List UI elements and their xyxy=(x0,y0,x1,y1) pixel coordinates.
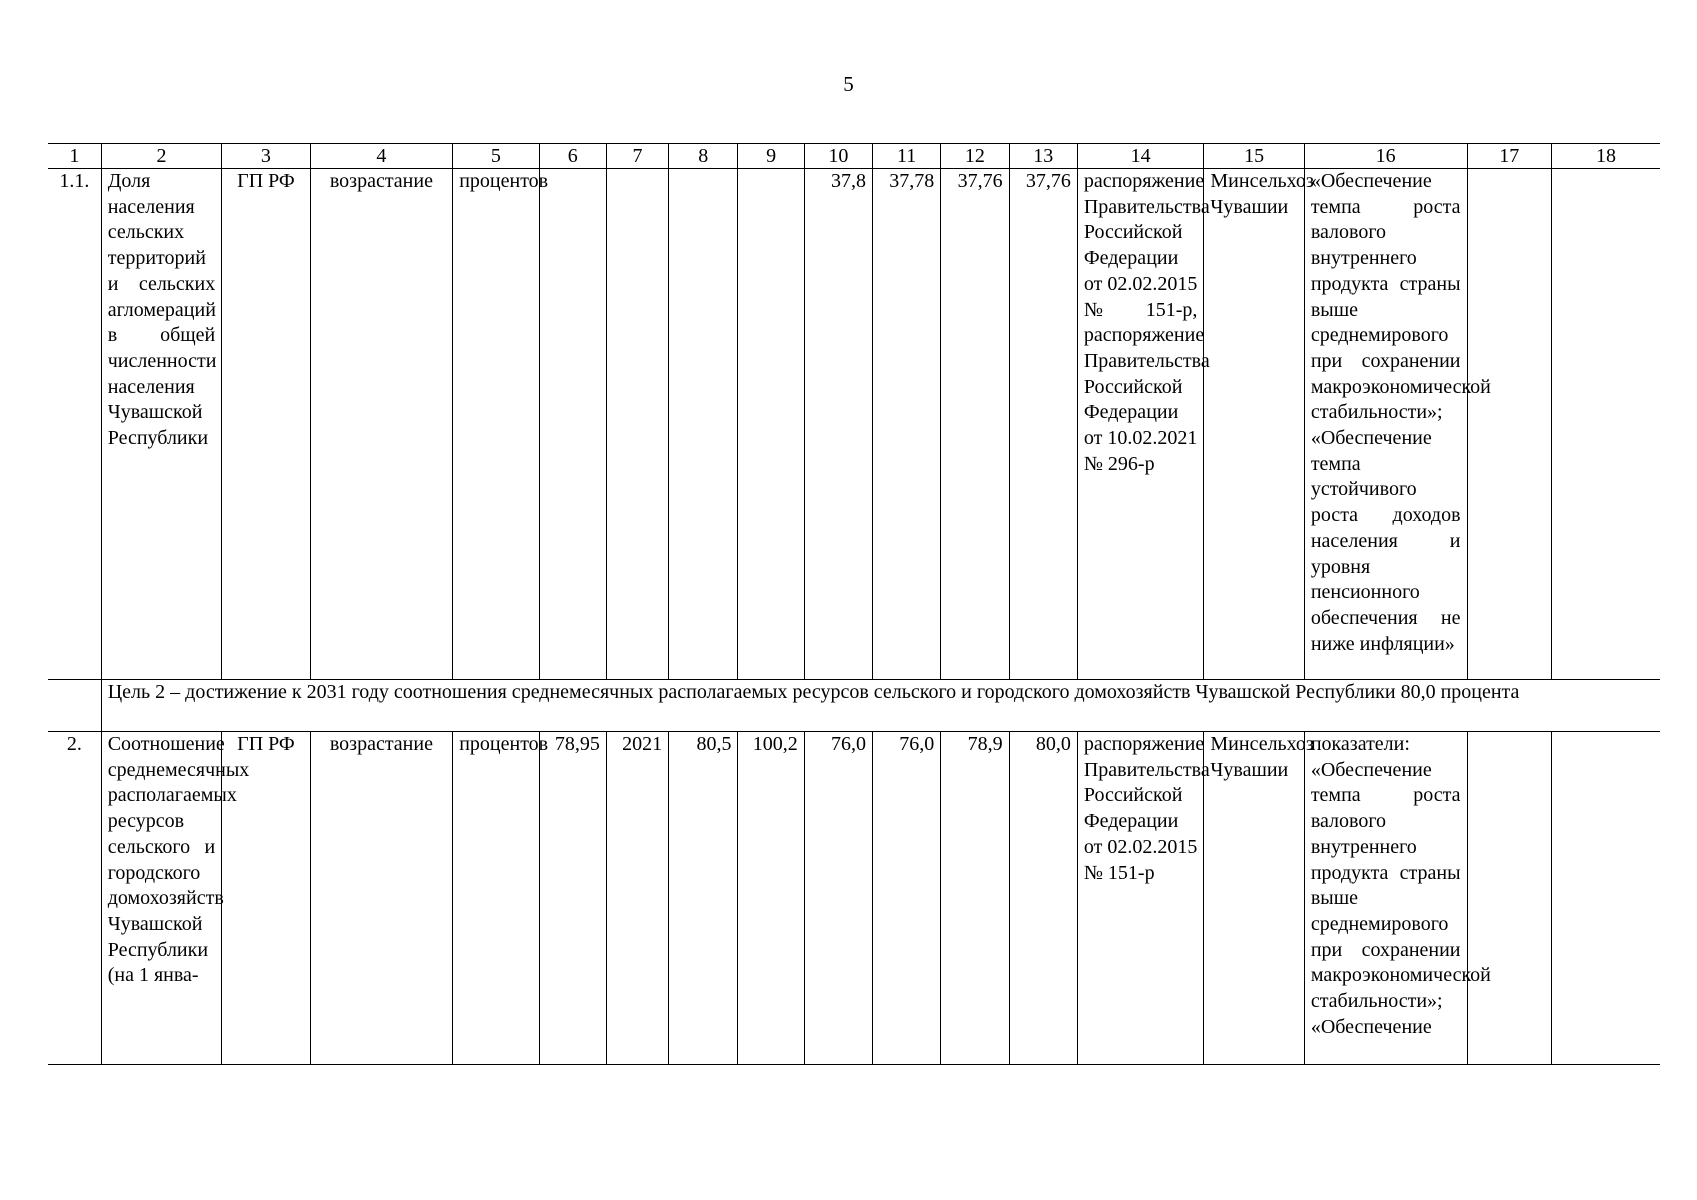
header-cell: 6 xyxy=(539,144,606,169)
base-year: 2021 xyxy=(606,732,668,1065)
page-number: 5 xyxy=(843,72,854,96)
table-row xyxy=(48,732,1660,1065)
header-cell: 11 xyxy=(873,144,941,169)
header-cell: 8 xyxy=(669,144,738,169)
base-year xyxy=(606,169,668,680)
document-reference: распоряжение Правительства Российской Федерации от 02.02.2015 № 151-р xyxy=(1077,732,1204,1065)
header-cell: 3 xyxy=(222,144,310,169)
value-col-9 xyxy=(738,169,804,680)
base-value xyxy=(539,169,606,680)
value-col-13: 37,76 xyxy=(1009,169,1077,680)
indicator-trend: возрастание xyxy=(310,732,453,1065)
value-col-11: 76,0 xyxy=(873,732,941,1065)
indicator-trend: возрастание xyxy=(310,169,453,680)
goal-row xyxy=(48,680,1660,732)
table-row xyxy=(48,169,1660,680)
document-reference: распоряжение Правительства Российской Федерации от 02.02.2015 № 151-р, распоряжение Правительства Российской Федерации от 10.02.2021 № 296-р xyxy=(1077,169,1204,680)
value-col-9: 100,2 xyxy=(738,732,804,1065)
header-cell: 18 xyxy=(1551,144,1660,169)
value-col-10: 37,8 xyxy=(804,169,872,680)
header-cell: 9 xyxy=(738,144,804,169)
value-col-11: 37,78 xyxy=(873,169,941,680)
linked-indicators: «Обеспечение темпа роста валового внутреннего продукта страны выше среднемирового при сохранении макроэкономической стабильности»; «Обеспечение темпа устойчивого роста доходов населения и уровня пенсионного обеспечения не ниже инфляции» xyxy=(1304,169,1467,680)
header-cell: 15 xyxy=(1204,144,1304,169)
header-cell: 13 xyxy=(1009,144,1077,169)
header-cell: 2 xyxy=(101,144,222,169)
indicator-level: ГП РФ xyxy=(222,169,310,680)
header-cell: 17 xyxy=(1467,144,1551,169)
value-col-10: 76,0 xyxy=(804,732,872,1065)
header-cell: 7 xyxy=(606,144,668,169)
value-col-12: 37,76 xyxy=(941,169,1009,680)
indicator-name: Доля населения сельских территорий и сельских агломераций в общей численности населения Чувашской Республики xyxy=(101,169,222,680)
header-cell: 5 xyxy=(453,144,539,169)
header-cell: 12 xyxy=(941,144,1009,169)
goal-empty-cell xyxy=(48,680,101,732)
header-cell: 14 xyxy=(1077,144,1204,169)
header-row xyxy=(48,144,1660,169)
indicator-unit: процентов xyxy=(453,732,539,1065)
base-value: 78,95 xyxy=(539,732,606,1065)
value-col-17 xyxy=(1467,732,1551,1065)
value-col-8: 80,5 xyxy=(669,732,738,1065)
header-cell: 4 xyxy=(310,144,453,169)
indicator-level: ГП РФ xyxy=(222,732,310,1065)
value-col-13: 80,0 xyxy=(1009,732,1077,1065)
value-col-8 xyxy=(669,169,738,680)
indicators-table xyxy=(48,143,1660,1065)
row-number: 1.1. xyxy=(48,169,101,680)
value-col-12: 78,9 xyxy=(941,732,1009,1065)
value-col-18 xyxy=(1551,169,1660,680)
responsible-body: Минсельхоз Чувашии xyxy=(1204,169,1304,680)
value-col-18 xyxy=(1551,732,1660,1065)
value-col-17 xyxy=(1467,169,1551,680)
goal-text: Цель 2 – достижение к 2031 году соотношения среднемесячных располагаемых ресурсов сельского и городского домохозяйств Чувашской Республики 80,0 процента xyxy=(101,680,1660,732)
header-cell: 16 xyxy=(1304,144,1467,169)
header-cell: 10 xyxy=(804,144,872,169)
header-cell: 1 xyxy=(48,144,101,169)
indicator-unit: процентов xyxy=(453,169,539,680)
linked-indicators: показатели: «Обеспечение темпа роста валового внутреннего продукта страны выше среднемирового при сохранении макроэкономической стабильности»; «Обеспечение xyxy=(1304,732,1467,1065)
indicator-name: Соотношение среднемесячных располагаемых ресурсов сельского и городского домохозяйств Чувашской Республики (на 1 янва- xyxy=(101,732,222,1065)
responsible-body: Минсельхоз Чувашии xyxy=(1204,732,1304,1065)
row-number: 2. xyxy=(48,732,101,1065)
